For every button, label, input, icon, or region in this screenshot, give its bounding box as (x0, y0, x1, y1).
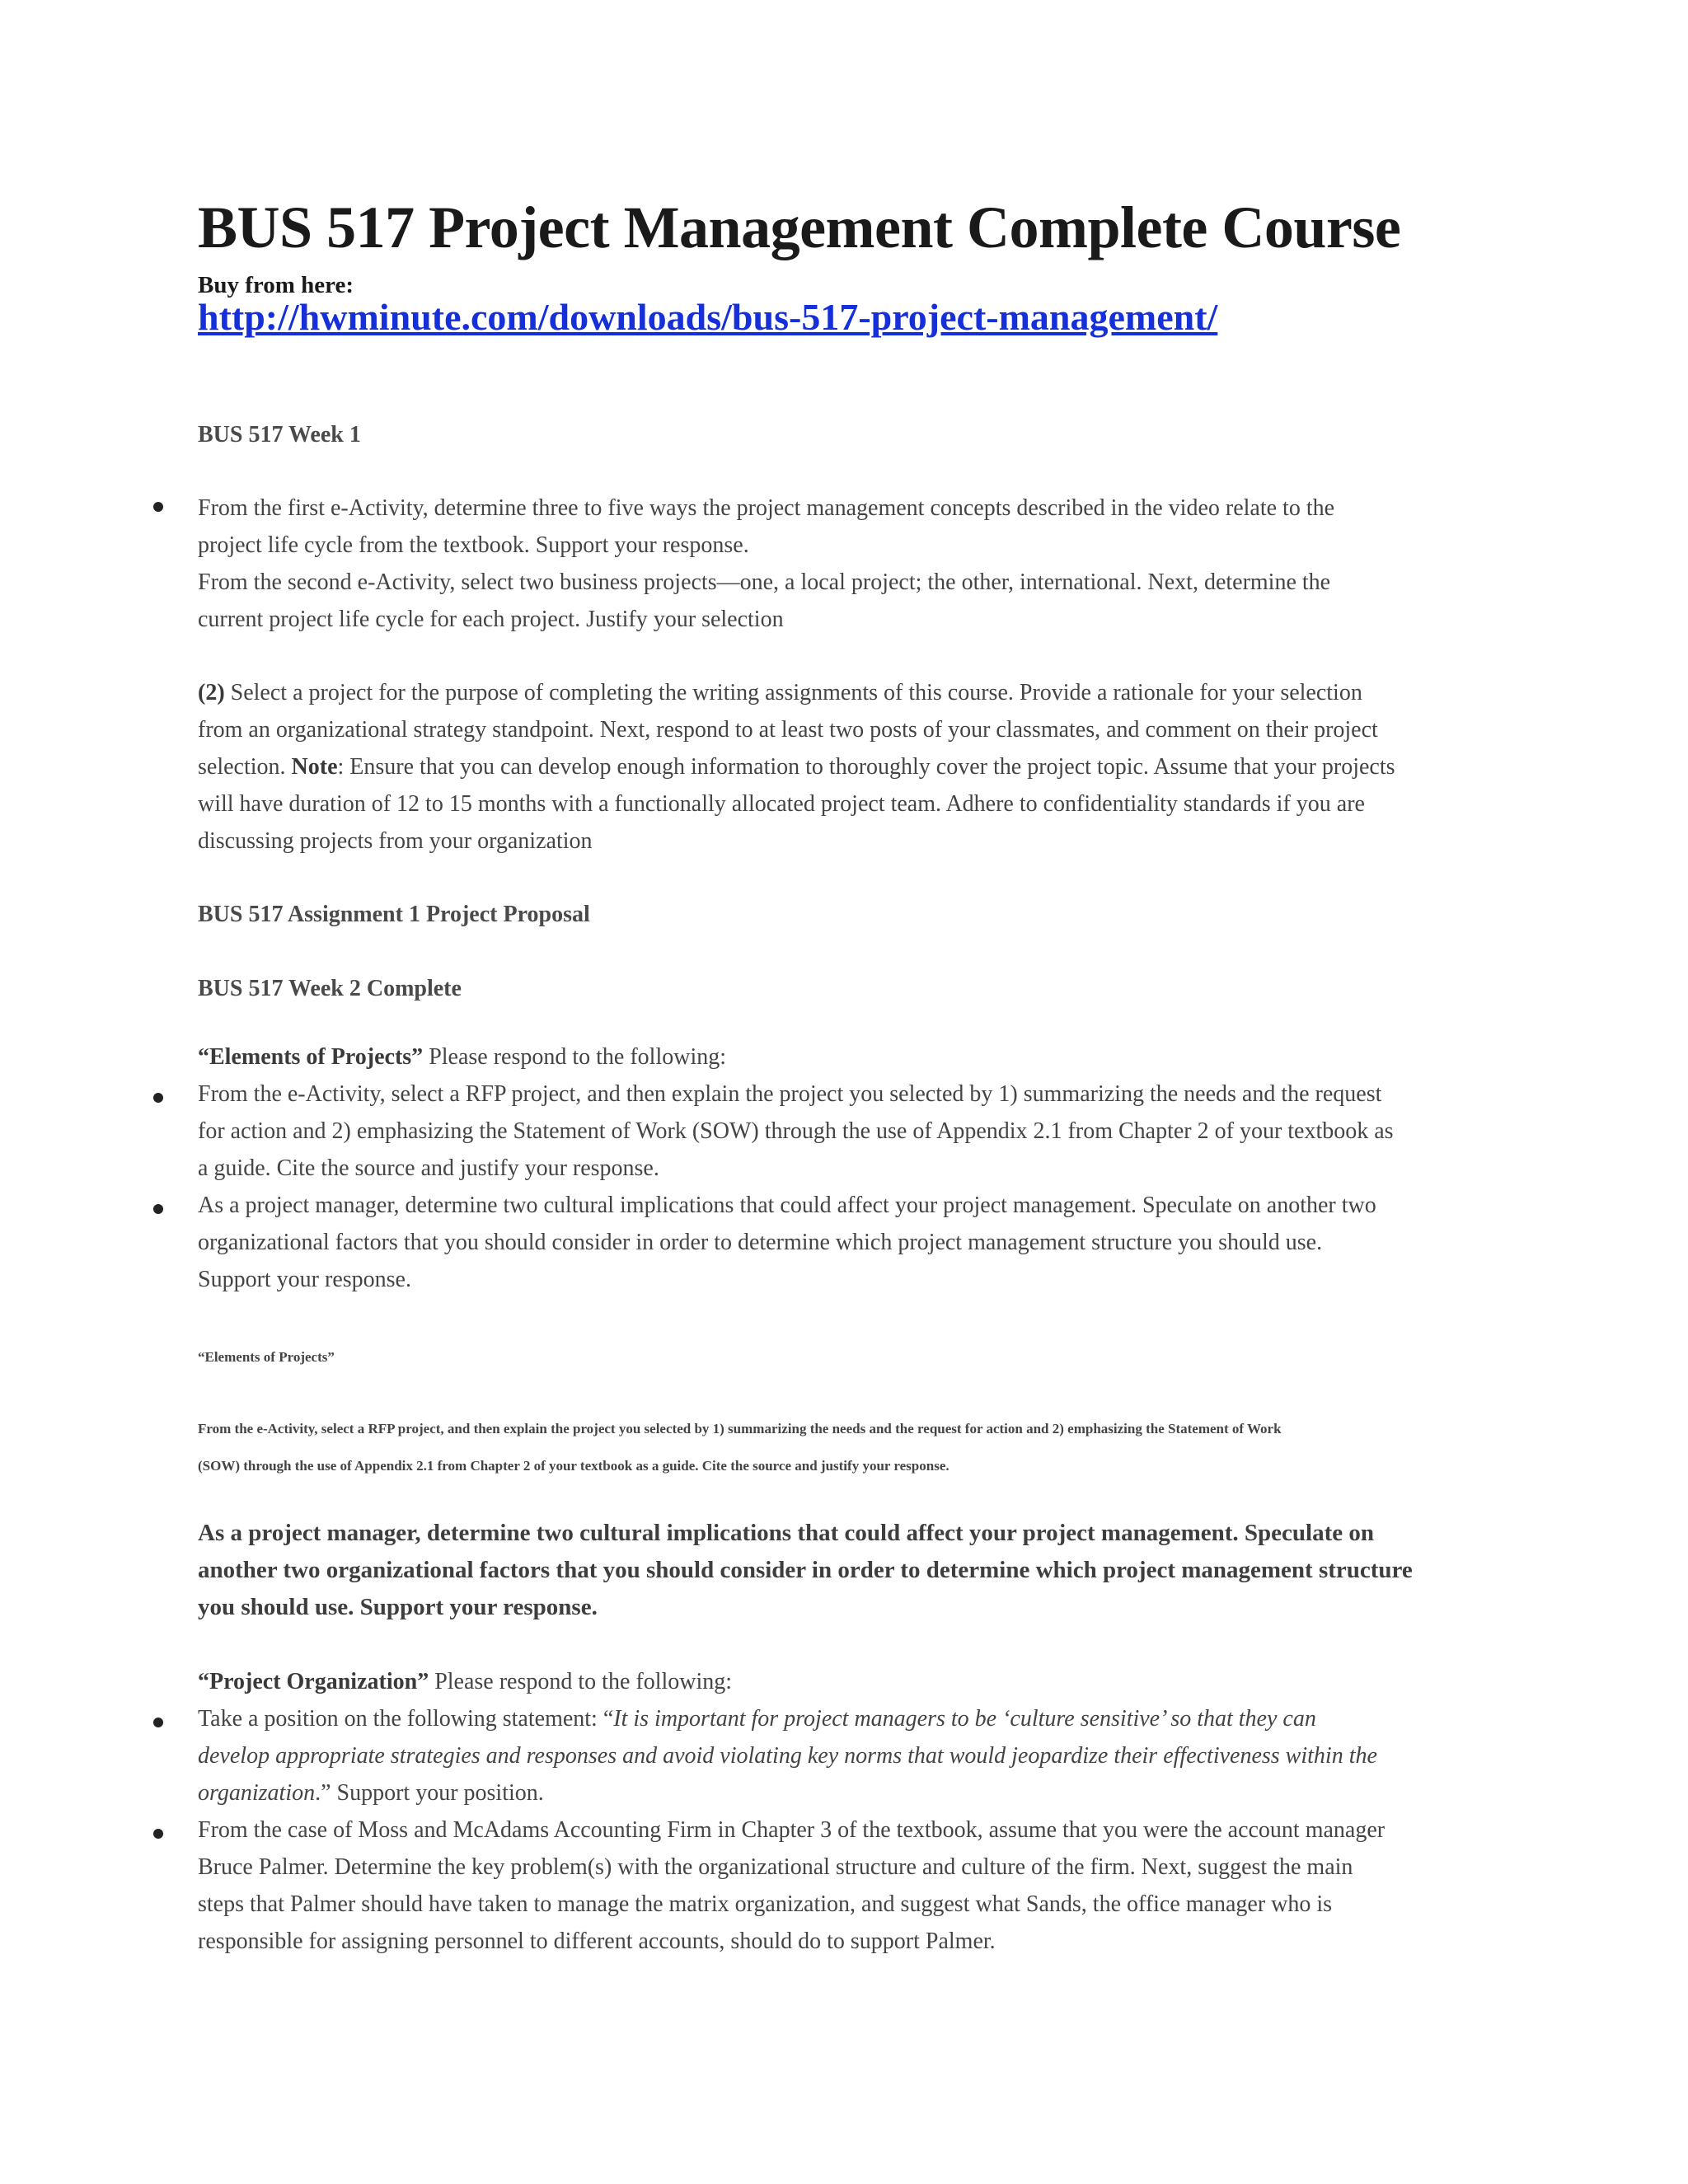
assignment1-heading: BUS 517 Assignment 1 Project Proposal (198, 902, 590, 927)
org-bullet-2 (198, 1811, 1490, 1960)
text-line: “Project Organization” Please respond to the following: (198, 1669, 733, 1694)
repeat-elements-title: “Elements of Projects” (198, 1349, 335, 1365)
week2-bullet-2 (198, 1187, 1490, 1298)
week2-heading: BUS 517 Week 2 Complete (198, 976, 462, 1001)
bullet-icon (153, 1718, 163, 1727)
text-line: organizational factors that you should consider in order to determine which project management structure you should use. (198, 1230, 1323, 1255)
text-line: you should use. Support your response. (198, 1594, 598, 1620)
text-line: (2) Select a project for the purpose of completing the writing assignments of this course. Provide a rationale for your selection (198, 680, 1362, 705)
text-line: From the e-Activity, select a RFP project, and then explain the project you selected by 1) summarizing the needs and the request for action and 2) emphasizing the Statement of Work (198, 1421, 1282, 1436)
bullet-icon (153, 1829, 163, 1839)
bullet-icon (153, 502, 163, 512)
bullet-icon (153, 1093, 163, 1103)
text-line: From the second e-Activity, select two business projects—one, a local project; the other, international. Next, determine the (198, 569, 1331, 595)
text-line: discussing projects from your organization (198, 828, 593, 854)
text-line: will have duration of 12 to 15 months with a functionally allocated project team. Adhere to confidentiality standards if you are (198, 791, 1365, 817)
text-line: from an organizational strategy standpoint. Next, respond to at least two posts of your classmates, and comment on their project (198, 717, 1378, 743)
part-number: (2) (198, 680, 225, 705)
part2-paragraph (198, 674, 1490, 860)
text-line: Take a position on the following statement: “It is important for project managers to be ‘culture sensitive’ so that they can (198, 1706, 1316, 1732)
week1-heading: BUS 517 Week 1 (198, 422, 361, 448)
org-prompt (198, 1663, 1490, 1700)
bullet-icon (153, 1204, 163, 1214)
text-line: Support your response. (198, 1267, 411, 1292)
text-line: (SOW) through the use of Appendix 2.1 from Chapter 2 of your textbook as a guide. Cite the source and justify your response. (198, 1458, 950, 1474)
text-line: As a project manager, determine two cultural implications that could affect your project management. Speculate on another two (198, 1193, 1376, 1218)
text-line: project life cycle from the textbook. Support your response. (198, 532, 749, 558)
page-title: BUS 517 Project Management Complete Course (198, 194, 1401, 260)
text-line: a guide. Cite the source and justify your response. (198, 1155, 659, 1181)
repeat-elements-text (198, 1410, 1490, 1484)
product-link[interactable]: http://hwminute.com/downloads/bus-517-project-management/ (198, 296, 1218, 338)
buy-label: Buy from here: (198, 272, 354, 298)
week2-bullet-1 (198, 1076, 1490, 1187)
text-line: develop appropriate strategies and responses and avoid violating key norms that would jeopardize their effectiveness within the (198, 1743, 1377, 1769)
text-line: current project life cycle for each project. Justify your selection (198, 607, 784, 632)
text-line: organization.” Support your position. (198, 1780, 544, 1806)
text-line: Bruce Palmer. Determine the key problem(s) with the organizational structure and culture of the firm. Next, suggest the main (198, 1854, 1353, 1880)
text-line: From the case of Moss and McAdams Accounting Firm in Chapter 3 of the textbook, assume that you were the account manager (198, 1817, 1386, 1843)
text-line: From the first e-Activity, determine three to five ways the project management concepts described in the video relate to the (198, 495, 1335, 521)
elements-prompt (198, 1038, 1490, 1076)
text-line: steps that Palmer should have taken to manage the matrix organization, and suggest what Sands, the office manager who is (198, 1891, 1333, 1917)
text-line: As a project manager, determine two cultural implications that could affect your project management. Speculate on (198, 1520, 1374, 1546)
text-line: responsible for assigning personnel to different accounts, should do to support Palmer. (198, 1929, 996, 1954)
text-line: “Elements of Projects” Please respond to the following: (198, 1044, 727, 1070)
org-bullet-1 (198, 1700, 1490, 1811)
week1-bullet-text (198, 490, 1490, 638)
org-title: “Project Organization” (198, 1669, 429, 1694)
text-line: for action and 2) emphasizing the Statement of Work (SOW) through the use of Appendix 2.1 from Chapter 2 of your textbook as (198, 1118, 1394, 1144)
repeat-bold-paragraph (198, 1515, 1490, 1626)
note-label: Note (291, 754, 338, 780)
elements-title: “Elements of Projects” (198, 1044, 424, 1070)
text-line: selection. Note: Ensure that you can develop enough information to thoroughly cover the project topic. Assume that your projects (198, 754, 1395, 780)
text-line: another two organizational factors that you should consider in order to determine which project management structure (198, 1557, 1413, 1583)
text-line: From the e-Activity, select a RFP project, and then explain the project you selected by 1) summarizing the needs and the request (198, 1081, 1382, 1107)
